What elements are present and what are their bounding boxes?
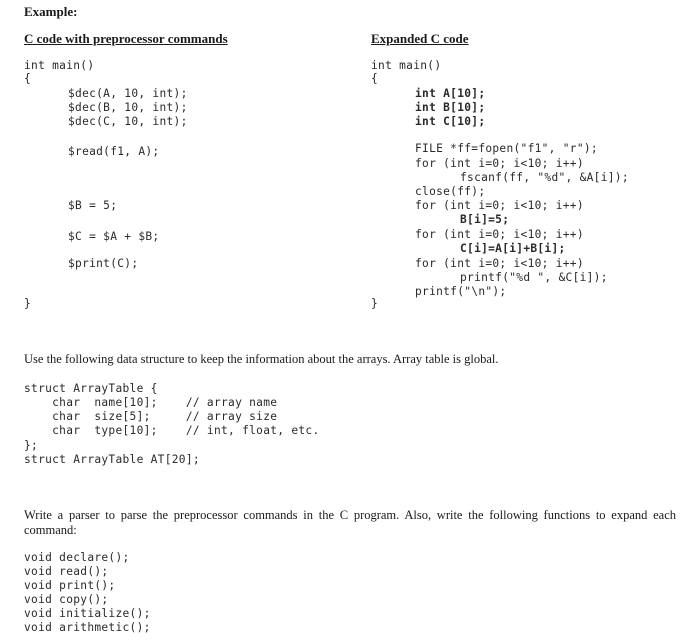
right-open-brace: { <box>371 72 379 85</box>
right-fscanf-line: fscanf(ff, "%d", &A[i]); <box>460 171 629 184</box>
struct-line-2: char name[10]; // array name <box>24 396 278 409</box>
function-arithmetic: void arithmetic(); <box>24 621 151 634</box>
function-copy: void copy(); <box>24 593 109 606</box>
right-for-add: for (int i=0; i<10; i++) <box>415 228 584 241</box>
function-read: void read(); <box>24 565 109 578</box>
task-paragraph: Write a parser to parse the preprocessor commands in the C program. Also, write the following functions to expand each command: <box>24 508 676 537</box>
right-close-brace: } <box>371 297 379 310</box>
left-main-line: int main() <box>24 59 95 72</box>
function-print: void print(); <box>24 579 116 592</box>
instruction-paragraph: Use the following data structure to keep the information about the arrays. Array table is global. <box>24 352 499 366</box>
right-printf-line: printf("%d ", &C[i]); <box>460 271 608 284</box>
struct-line-5: }; <box>24 439 39 452</box>
right-printf-newline: printf("\n"); <box>415 285 507 298</box>
right-close-line: close(ff); <box>415 185 486 198</box>
right-main-line: int main() <box>371 59 442 72</box>
struct-line-4: char type[10]; // int, float, etc. <box>24 424 320 437</box>
left-print-line: $print(C); <box>68 257 139 270</box>
struct-declaration-line: struct ArrayTable AT[20]; <box>24 453 200 466</box>
right-for-read: for (int i=0; i<10; i++) <box>415 157 584 170</box>
right-heading: Expanded C code <box>371 31 469 46</box>
example-title: Example: <box>24 4 78 19</box>
left-dec-a: $dec(A, 10, int); <box>68 87 188 100</box>
left-close-brace: } <box>24 297 32 310</box>
function-initialize: void initialize(); <box>24 607 151 620</box>
struct-line-3: char size[5]; // array size <box>24 410 278 423</box>
right-for-assign: for (int i=0; i<10; i++) <box>415 199 584 212</box>
left-heading: C code with preprocessor commands <box>24 31 228 46</box>
left-read-line: $read(f1, A); <box>68 145 160 158</box>
right-decl-c: int C[10]; <box>415 115 486 128</box>
right-c-assign-line: C[i]=A[i]+B[i]; <box>460 242 566 255</box>
left-assign-line: $B = 5; <box>68 199 118 212</box>
right-for-print: for (int i=0; i<10; i++) <box>415 257 584 270</box>
struct-line-1: struct ArrayTable { <box>24 382 158 395</box>
left-dec-b: $dec(B, 10, int); <box>68 101 188 114</box>
right-b-assign-line: B[i]=5; <box>460 213 510 226</box>
left-add-line: $C = $A + $B; <box>68 230 160 243</box>
right-decl-b: int B[10]; <box>415 101 486 114</box>
left-open-brace: { <box>24 72 32 85</box>
right-fopen-line: FILE *ff=fopen("f1", "r"); <box>415 142 598 155</box>
right-decl-a: int A[10]; <box>415 87 486 100</box>
function-declare: void declare(); <box>24 551 130 564</box>
left-dec-c: $dec(C, 10, int); <box>68 115 188 128</box>
